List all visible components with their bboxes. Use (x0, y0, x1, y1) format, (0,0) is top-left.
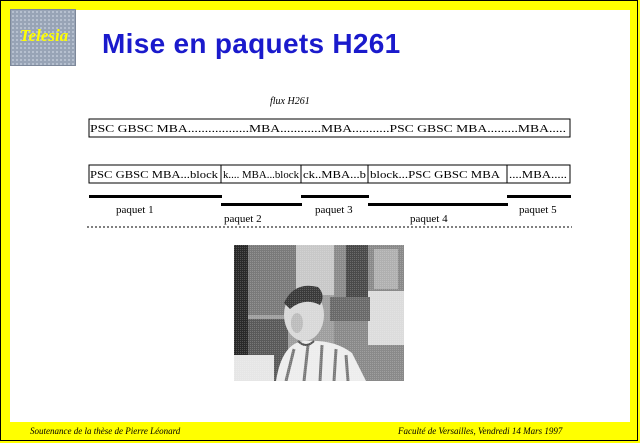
speaker-photo (234, 245, 404, 381)
logo-text: Telesia (19, 26, 69, 45)
packet-1-bar (89, 195, 222, 198)
packet-2-label: paquet 2 (224, 213, 262, 225)
packet-5-bar (507, 195, 571, 198)
packet-1-label: paquet 1 (116, 204, 154, 216)
segment-3-text: ck..MBA...b (303, 169, 367, 181)
packet-3-label: paquet 3 (315, 204, 353, 216)
packet-3-bar (301, 195, 369, 198)
stream-label: flux H261 (270, 96, 310, 107)
segment-1-text: PSC GBSC MBA...block (90, 169, 219, 181)
segment-4-text: block...PSC GBSC MBA (370, 169, 501, 181)
packet-2-bar (221, 203, 302, 206)
segment-row (89, 165, 570, 183)
packet-5-label: paquet 5 (519, 204, 557, 216)
slide-title: Mise en paquets H261 (102, 28, 401, 59)
segment-5-text: ....MBA..... (509, 169, 568, 181)
footer-left: Soutenance de la thèse de Pierre Léonard (30, 426, 181, 436)
segment-2-text: k.... MBA...block (223, 169, 300, 181)
bitstream-text: PSC GBSC MBA..................MBA............MBA...........PSC GBSC MBA.........MBA..... (90, 123, 567, 135)
packet-4-bar (368, 203, 508, 206)
photo-image (234, 245, 404, 381)
footer-right: Faculté de Versailles, Vendredi 14 Mars 1997 (398, 426, 563, 436)
packet-4-label: paquet 4 (410, 213, 448, 225)
